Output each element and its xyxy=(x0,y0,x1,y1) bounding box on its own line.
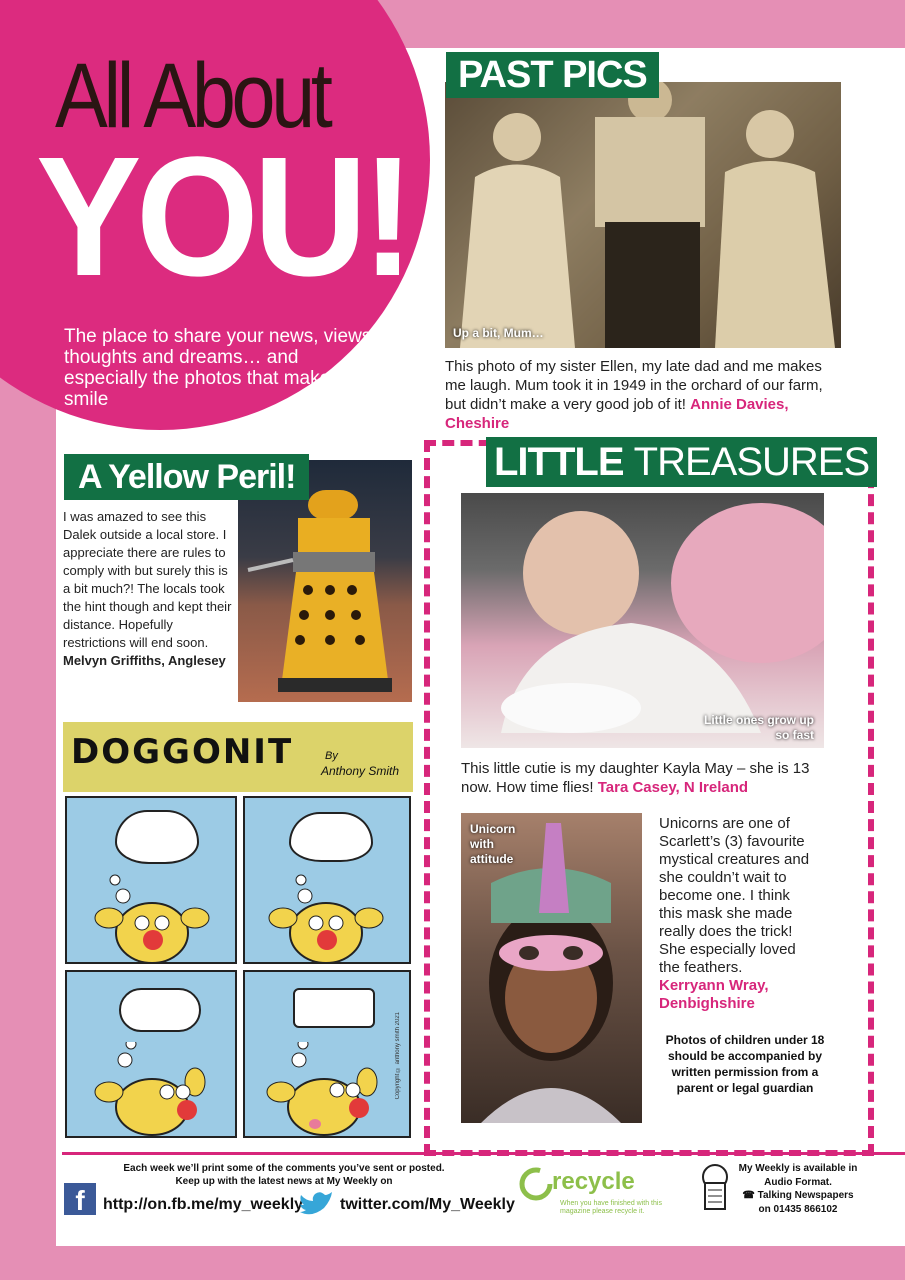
heart-thought-bubble xyxy=(115,810,199,864)
footer-line2: Keep up with the latest news at My Weekly on xyxy=(175,1176,393,1187)
recycle-icon xyxy=(518,1166,554,1202)
baby-photo-caption: Little ones grow up so fast xyxy=(704,713,814,742)
unicorn-photo-caption: Unicorn with attitude xyxy=(470,822,516,866)
yellow-peril-heading: A Yellow Peril! xyxy=(64,454,309,500)
yellow-peril-name: Melvyn Griffiths, Anglesey xyxy=(63,653,226,668)
comic-panel-1 xyxy=(65,796,237,964)
footer-note xyxy=(84,1162,484,1188)
page-title-line2: YOU! xyxy=(36,122,409,312)
comic-panel-2 xyxy=(243,796,411,964)
past-pics-text xyxy=(445,357,841,433)
comic-author: Anthony Smith xyxy=(321,764,400,778)
comic-panel-4 xyxy=(243,970,411,1138)
past-pics-heading: PAST PICS xyxy=(446,52,659,98)
comic-strip xyxy=(63,722,413,1138)
comic-title: DOGGONIT xyxy=(71,732,294,772)
talking-newspaper-icon xyxy=(695,1163,735,1215)
audio-format-note xyxy=(736,1162,860,1216)
thought-bubble xyxy=(293,988,375,1028)
dog-face-icon xyxy=(87,868,217,963)
facebook-link[interactable]: http://on.fb.me/my_weekly xyxy=(103,1196,304,1213)
comic-header xyxy=(63,722,413,792)
yellow-peril-body: I was amazed to see this Dalek outside a local store. I appreciate there are rules to comply with but surely this is a bit much?! The locals took the hint though and kept their distance. Hopefully restrictions will end soon. xyxy=(63,509,232,650)
comic-by: By xyxy=(325,750,338,762)
unicorn-photo xyxy=(461,813,642,1123)
little-treasures-text2 xyxy=(659,815,814,1013)
yellow-peril-text xyxy=(63,508,235,670)
twitter-link[interactable]: twitter.com/My_Weekly xyxy=(340,1196,515,1213)
audio-line3: on 01435 866102 xyxy=(758,1203,838,1215)
text2-name: Kerryann Wray, Denbighshire xyxy=(659,977,769,1012)
comic-panel-3 xyxy=(65,970,237,1138)
footer-line1: Each week we’ll print some of the comments you’ve sent or posted. xyxy=(123,1163,445,1174)
past-pics-body: This photo of my sister Ellen, my late dad and me makes me laugh. Mum took it in 1949 in the orchard of our farm, but didn’t make a very good job of it! xyxy=(445,358,823,413)
past-pics-photo xyxy=(445,82,841,348)
thought-bubble xyxy=(119,988,201,1032)
text2-body: Unicorns are one of Scarlett’s (3) favourite mystical creatures and she couldn’t wait to become one. I think this mask she made really does the trick! She especially loved the feathers. xyxy=(659,815,810,976)
heart-thought-bubble xyxy=(289,812,373,862)
past-pics-caption: Up a bit, Mum… xyxy=(453,326,544,340)
heading-bold: LITTLE xyxy=(494,440,624,484)
comic-copyright: Copyright © anthony smith 2021 xyxy=(395,1012,401,1100)
little-treasures-text1 xyxy=(461,759,831,797)
audio-line2: ☎ Talking Newspapers xyxy=(742,1190,854,1201)
recycle-note: When you have finished with this magazine please recycle it. xyxy=(560,1200,662,1215)
dog-face-icon xyxy=(261,868,391,963)
twitter-bird-icon[interactable] xyxy=(298,1190,334,1218)
facebook-icon[interactable]: f xyxy=(64,1183,96,1215)
dog-face-icon xyxy=(259,1042,389,1137)
past-pics-name: Annie Davies, Cheshire xyxy=(445,396,789,432)
intro-text: The place to share your news, views, thoughts and dreams… and especially the photos that make you smile xyxy=(64,326,377,410)
little-treasures-heading xyxy=(486,437,877,487)
text1-name: Tara Casey, N Ireland xyxy=(597,779,749,796)
vintage-photo-illustration xyxy=(445,82,841,348)
audio-line1: My Weekly is available in Audio Format. xyxy=(738,1163,858,1188)
page-title-line1: All About xyxy=(55,45,329,147)
permission-notice: Photos of children under 18 should be accompanied by written permission from a parent or legal guardian xyxy=(665,1033,825,1095)
dog-face-icon xyxy=(87,1042,217,1137)
heading-light: TREASURES xyxy=(633,440,870,484)
baby-photo xyxy=(461,493,824,748)
recycle-label: recycle xyxy=(552,1168,635,1195)
text1-body: This little cutie is my daughter Kayla May – she is 13 now. How time flies! xyxy=(461,760,810,796)
footer-divider xyxy=(62,1152,905,1155)
baby-illustration xyxy=(461,493,824,748)
